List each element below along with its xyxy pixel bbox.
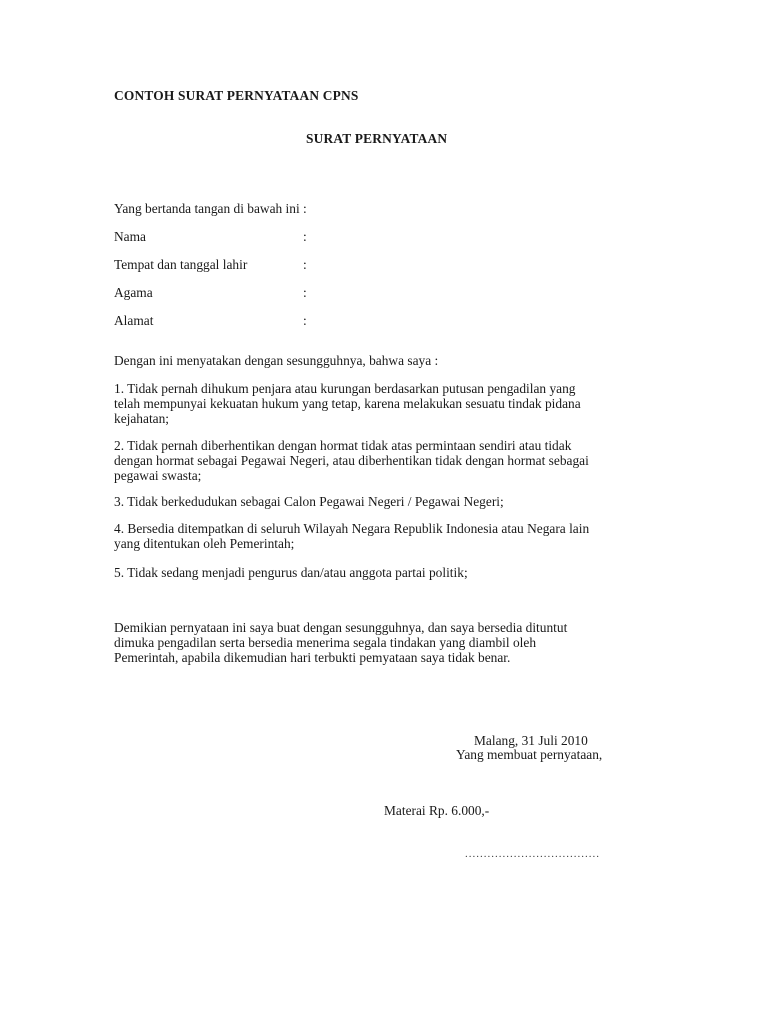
- statement-item-1: [114, 381, 659, 426]
- closing-line: Pemerintah, apabila dikemudian hari terbukti pemyataan saya tidak benar.: [114, 650, 511, 665]
- closing-line: dimuka pengadilan serta bersedia menerima segala tindakan yang diambil oleh: [114, 635, 537, 650]
- intro-text: Yang bertanda tangan di bawah ini :: [114, 201, 307, 216]
- place-date: Malang, 31 Juli 2010: [474, 733, 588, 748]
- document-heading: CONTOH SURAT PERNYATAAN CPNS: [114, 88, 359, 103]
- statement-item-1-line: kejahatan;: [114, 411, 170, 426]
- statement-item-1-line: 1. Tidak pernah dihukum penjara atau kurungan berdasarkan putusan pengadilan yang: [114, 381, 576, 396]
- statement-item-3: [114, 494, 659, 509]
- statement-item-4-line: yang ditentukan oleh Pemerintah;: [114, 536, 295, 551]
- statement-item-4-line: 4. Bersedia ditempatkan di seluruh Wilayah Negara Republik Indonesia atau Negara lain: [114, 521, 590, 536]
- statement-item-5: [114, 565, 659, 580]
- field-label-tempat-tanggal-lahir: Tempat dan tanggal lahir: [114, 257, 248, 272]
- statement-item-2-line: pegawai swasta;: [114, 468, 202, 483]
- statement-item-4: [114, 521, 659, 551]
- statement-item-2-line: 2. Tidak pernah diberhentikan dengan hormat tidak atas permintaan sendiri atau tidak: [114, 438, 572, 453]
- field-colon-tempat-tanggal-lahir: :: [303, 257, 307, 272]
- closing-line: Demikian pernyataan ini saya buat dengan sesungguhnya, dan saya bersedia dituntut: [114, 620, 568, 635]
- field-label-agama: Agama: [114, 285, 153, 300]
- statement-item-5-line: 5. Tidak sedang menjadi pengurus dan/atau anggota partai politik;: [114, 565, 468, 580]
- field-label-nama: Nama: [114, 229, 146, 244]
- statement-item-1-line: telah mempunyai kekuatan hukum yang tetap, karena melakukan sesuatu tindak pidana: [114, 396, 581, 411]
- field-colon-nama: :: [303, 229, 307, 244]
- signature-line: ....................................: [465, 848, 600, 860]
- statement-intro: Dengan ini menyatakan dengan sesungguhnya, bahwa saya :: [114, 353, 439, 368]
- statement-item-3-line: 3. Tidak berkedudukan sebagai Calon Pegawai Negeri / Pegawai Negeri;: [114, 494, 504, 509]
- closing-paragraph: [114, 620, 659, 665]
- stamp-duty-label: Materai Rp. 6.000,-: [384, 803, 490, 818]
- statement-item-2: [114, 438, 659, 483]
- field-colon-agama: :: [303, 285, 307, 300]
- signer-label: Yang membuat pernyataan,: [456, 747, 603, 762]
- statement-item-2-line: dengan hormat sebagai Pegawai Negeri, atau diberhentikan tidak dengan hormat sebagai: [114, 453, 589, 468]
- field-label-alamat: Alamat: [114, 313, 154, 328]
- field-colon-alamat: :: [303, 313, 307, 328]
- document-title: SURAT PERNYATAAN: [306, 131, 448, 146]
